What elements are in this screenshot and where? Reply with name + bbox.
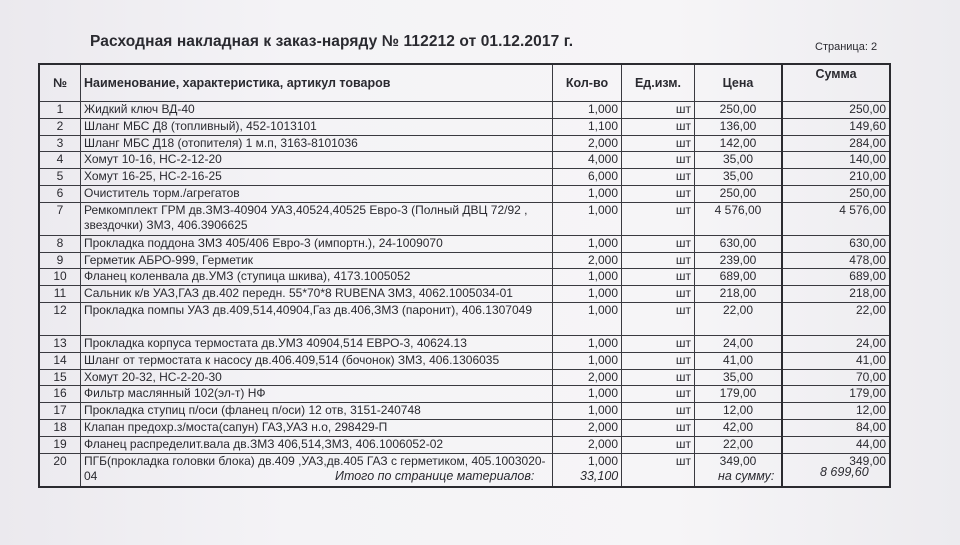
header-name: Наименование, характеристика, артикул товаров xyxy=(81,64,553,102)
item-sum: 689,00 xyxy=(782,269,890,286)
row-number: 19 xyxy=(39,436,81,453)
item-price: 42,00 xyxy=(695,419,783,436)
item-unit: шт xyxy=(622,235,695,252)
item-sum: 70,00 xyxy=(782,369,890,386)
total-sum: 8 699,60 xyxy=(820,465,869,479)
item-name: Фланец коленвала дв.УМЗ (ступица шкива), 4173.1005052 xyxy=(81,269,553,286)
item-qty: 2,000 xyxy=(553,436,622,453)
row-number: 20 xyxy=(39,453,81,487)
item-unit: шт xyxy=(622,169,695,186)
item-price: 136,00 xyxy=(695,118,783,135)
item-unit: шт xyxy=(622,135,695,152)
table-row xyxy=(39,202,890,235)
table-row xyxy=(39,185,890,202)
item-name: Клапан предохр.з/моста(сапун) ГАЗ,УАЗ н.о, 298429-П xyxy=(81,419,553,436)
row-number: 1 xyxy=(39,102,81,119)
item-name: Очиститель торм./агрегатов xyxy=(81,185,553,202)
item-price: 4 576,00 xyxy=(695,202,783,235)
page-number: Страница: 2 xyxy=(815,41,878,53)
item-sum: 41,00 xyxy=(782,352,890,369)
item-sum: 250,00 xyxy=(782,102,890,119)
item-price: 22,00 xyxy=(695,302,783,335)
table-row xyxy=(39,436,890,453)
header-price: Цена xyxy=(695,64,783,102)
item-unit: шт xyxy=(622,352,695,369)
item-qty: 1,000 xyxy=(553,453,622,487)
row-number: 3 xyxy=(39,135,81,152)
item-qty: 1,000 xyxy=(553,403,622,420)
item-sum: 179,00 xyxy=(782,386,890,403)
table-row xyxy=(39,369,890,386)
item-sum: 218,00 xyxy=(782,286,890,303)
header-unit: Ед.изм. xyxy=(622,64,695,102)
item-unit: шт xyxy=(622,335,695,352)
item-unit: шт xyxy=(622,403,695,420)
item-name: Прокладка ступиц п/оси (фланец п/оси) 12 отв, 3151-240748 xyxy=(81,403,553,420)
items-table xyxy=(38,63,891,488)
item-name: Хомут 10-16, НС-2-12-20 xyxy=(81,152,553,169)
item-unit: шт xyxy=(622,152,695,169)
table-row xyxy=(39,252,890,269)
table-row xyxy=(39,286,890,303)
item-price: 35,00 xyxy=(695,369,783,386)
item-qty: 1,000 xyxy=(553,335,622,352)
item-name: Хомут 16-25, НС-2-16-25 xyxy=(81,169,553,186)
item-name: Прокладка помпы УАЗ дв.409,514,40904,Газ дв.406,ЗМЗ (паронит), 406.1307049 xyxy=(81,302,553,335)
table-row xyxy=(39,352,890,369)
item-price: 239,00 xyxy=(695,252,783,269)
item-qty: 2,000 xyxy=(553,135,622,152)
table-row xyxy=(39,269,890,286)
row-number: 15 xyxy=(39,369,81,386)
item-qty: 1,000 xyxy=(553,269,622,286)
row-number: 4 xyxy=(39,152,81,169)
item-price: 142,00 xyxy=(695,135,783,152)
item-price: 689,00 xyxy=(695,269,783,286)
item-name: Шланг от термостата к насосу дв.406.409,514 (бочонок) ЗМЗ, 406.1306035 xyxy=(81,352,553,369)
item-name: Шланг МБС Д8 (топливный), 452-1013101 xyxy=(81,118,553,135)
table-header xyxy=(39,64,890,102)
item-price: 349,00 xyxy=(695,453,783,487)
item-sum: 149,60 xyxy=(782,118,890,135)
document-title: Расходная накладная к заказ-наряду № 112212 от 01.12.2017 г. xyxy=(90,33,574,50)
table-row xyxy=(39,152,890,169)
item-qty: 1,000 xyxy=(553,352,622,369)
table-row xyxy=(39,419,890,436)
item-sum: 140,00 xyxy=(782,152,890,169)
item-price: 179,00 xyxy=(695,386,783,403)
item-name: Фильтр маслянный 102(эл-т) НФ xyxy=(81,386,553,403)
item-unit: шт xyxy=(622,102,695,119)
table-row xyxy=(39,403,890,420)
item-sum: 630,00 xyxy=(782,235,890,252)
item-name: Герметик АБРО-999, Герметик xyxy=(81,252,553,269)
item-qty: 1,000 xyxy=(553,386,622,403)
item-sum: 4 576,00 xyxy=(782,202,890,235)
item-name: ПГБ(прокладка головки блока) дв.409 ,УАЗ,дв.405 ГАЗ с герметиком, 405.1003020-04 xyxy=(81,453,553,487)
item-sum: 210,00 xyxy=(782,169,890,186)
item-unit: шт xyxy=(622,252,695,269)
row-number: 14 xyxy=(39,352,81,369)
row-number: 12 xyxy=(39,302,81,335)
item-price: 35,00 xyxy=(695,152,783,169)
item-unit: шт xyxy=(622,369,695,386)
row-number: 6 xyxy=(39,185,81,202)
row-number: 11 xyxy=(39,286,81,303)
header-qty: Кол-во xyxy=(553,64,622,102)
item-qty: 1,100 xyxy=(553,118,622,135)
item-sum: 12,00 xyxy=(782,403,890,420)
item-name: Фланец распределит.вала дв.ЗМЗ 406,514,ЗМЗ, 406.1006052-02 xyxy=(81,436,553,453)
item-name: Шланг МБС Д18 (отопителя) 1 м.п, 3163-8101036 xyxy=(81,135,553,152)
sum-label: на сумму: xyxy=(718,469,775,483)
item-price: 35,00 xyxy=(695,169,783,186)
item-name: Хомут 20-32, НС-2-20-30 xyxy=(81,369,553,386)
row-number: 18 xyxy=(39,419,81,436)
item-sum: 84,00 xyxy=(782,419,890,436)
item-price: 250,00 xyxy=(695,185,783,202)
item-sum: 44,00 xyxy=(782,436,890,453)
item-qty: 6,000 xyxy=(553,169,622,186)
item-price: 24,00 xyxy=(695,335,783,352)
item-name: Жидкий ключ ВД-40 xyxy=(81,102,553,119)
item-qty: 1,000 xyxy=(553,235,622,252)
item-name: Ремкомплект ГРМ дв.ЗМЗ-40904 УАЗ,40524,40525 Евро-3 (Полный ДВЦ 72/92 , звездочки) ЗМЗ, 406.3906625 xyxy=(81,202,553,235)
table-row xyxy=(39,118,890,135)
item-qty: 1,000 xyxy=(553,302,622,335)
item-sum: 22,00 xyxy=(782,302,890,335)
item-qty: 1,000 xyxy=(553,286,622,303)
row-number: 16 xyxy=(39,386,81,403)
item-unit: шт xyxy=(622,386,695,403)
item-name: Прокладка корпуса термостата дв.УМЗ 40904,514 ЕВРО-3, 40624.13 xyxy=(81,335,553,352)
item-qty: 1,000 xyxy=(553,202,622,235)
item-unit: шт xyxy=(622,453,695,487)
table-row xyxy=(39,169,890,186)
row-number: 10 xyxy=(39,269,81,286)
item-price: 12,00 xyxy=(695,403,783,420)
row-number: 17 xyxy=(39,403,81,420)
total-qty: 33,100 xyxy=(580,469,619,483)
item-qty: 4,000 xyxy=(553,152,622,169)
item-unit: шт xyxy=(622,419,695,436)
item-unit: шт xyxy=(622,118,695,135)
header-sum: Сумма xyxy=(782,64,890,102)
table-row xyxy=(39,386,890,403)
item-unit: шт xyxy=(622,286,695,303)
item-unit: шт xyxy=(622,436,695,453)
item-sum: 349,00 xyxy=(782,453,890,487)
item-name: Сальник к/в УАЗ,ГАЗ дв.402 передн. 55*70*8 RUBENA ЗМЗ, 4062.1005034-01 xyxy=(81,286,553,303)
table-row xyxy=(39,235,890,252)
row-number: 13 xyxy=(39,335,81,352)
item-sum: 24,00 xyxy=(782,335,890,352)
item-qty: 1,000 xyxy=(553,102,622,119)
item-qty: 1,000 xyxy=(553,185,622,202)
row-number: 7 xyxy=(39,202,81,235)
item-unit: шт xyxy=(622,302,695,335)
total-label: Итого по странице материалов: xyxy=(335,469,535,483)
table-row xyxy=(39,135,890,152)
item-price: 630,00 xyxy=(695,235,783,252)
item-unit: шт xyxy=(622,202,695,235)
item-qty: 2,000 xyxy=(553,369,622,386)
item-price: 218,00 xyxy=(695,286,783,303)
table-row xyxy=(39,302,890,335)
header-no: № xyxy=(39,64,81,102)
table-row xyxy=(39,335,890,352)
row-number: 2 xyxy=(39,118,81,135)
row-number: 9 xyxy=(39,252,81,269)
item-unit: шт xyxy=(622,269,695,286)
item-qty: 2,000 xyxy=(553,419,622,436)
row-number: 8 xyxy=(39,235,81,252)
item-sum: 284,00 xyxy=(782,135,890,152)
table-row xyxy=(39,102,890,119)
item-sum: 478,00 xyxy=(782,252,890,269)
row-number: 5 xyxy=(39,169,81,186)
item-sum: 250,00 xyxy=(782,185,890,202)
item-price: 41,00 xyxy=(695,352,783,369)
item-unit: шт xyxy=(622,185,695,202)
item-price: 22,00 xyxy=(695,436,783,453)
item-qty: 2,000 xyxy=(553,252,622,269)
item-price: 250,00 xyxy=(695,102,783,119)
item-name: Прокладка поддона ЗМЗ 405/406 Евро-3 (импортн.), 24-1009070 xyxy=(81,235,553,252)
